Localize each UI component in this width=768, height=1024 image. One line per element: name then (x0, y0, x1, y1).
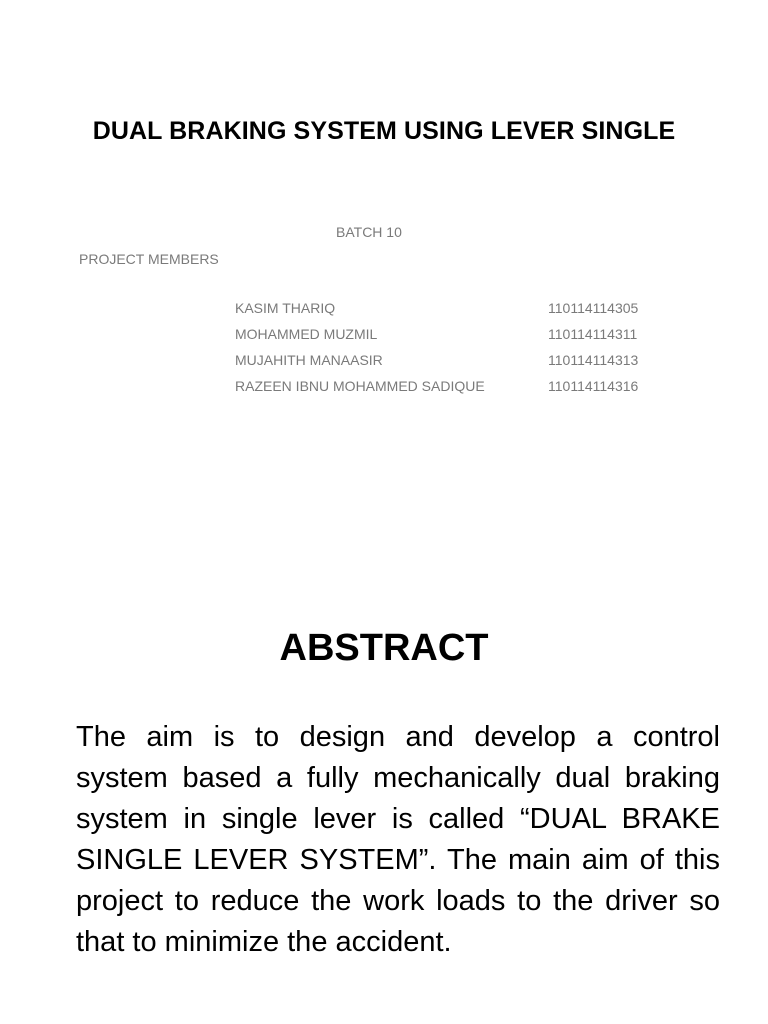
member-name: MUJAHITH MANAASIR (235, 352, 383, 368)
abstract-slide (0, 512, 768, 1024)
project-title: DUAL BRAKING SYSTEM USING LEVER SINGLE (92, 117, 676, 145)
member-name: MOHAMMED MUZMIL (235, 326, 378, 342)
member-row (235, 300, 675, 326)
batch-label: BATCH 10 (336, 224, 402, 240)
member-name: RAZEEN IBNU MOHAMMED SADIQUE (235, 378, 485, 394)
member-name: KASIM THARIQ (235, 300, 336, 316)
abstract-heading: ABSTRACT (279, 627, 489, 669)
members-list (235, 300, 675, 404)
member-row (235, 326, 675, 352)
member-id: 110114114305 (548, 300, 639, 316)
member-row (235, 378, 675, 404)
member-id: 110114114313 (548, 352, 639, 368)
member-id: 110114114316 (548, 378, 639, 394)
project-members-heading: PROJECT MEMBERS (79, 251, 219, 267)
abstract-text: The aim is to design and develop a control system based a fully mechanically dual braking system in single lever is called “DUAL BRAKE SINGLE LEVER SYSTEM”. The main aim of this project to reduce the work loads to the driver so that to minimize the accident. (76, 721, 720, 958)
member-id: 110114114311 (548, 326, 638, 342)
member-row (235, 352, 675, 378)
